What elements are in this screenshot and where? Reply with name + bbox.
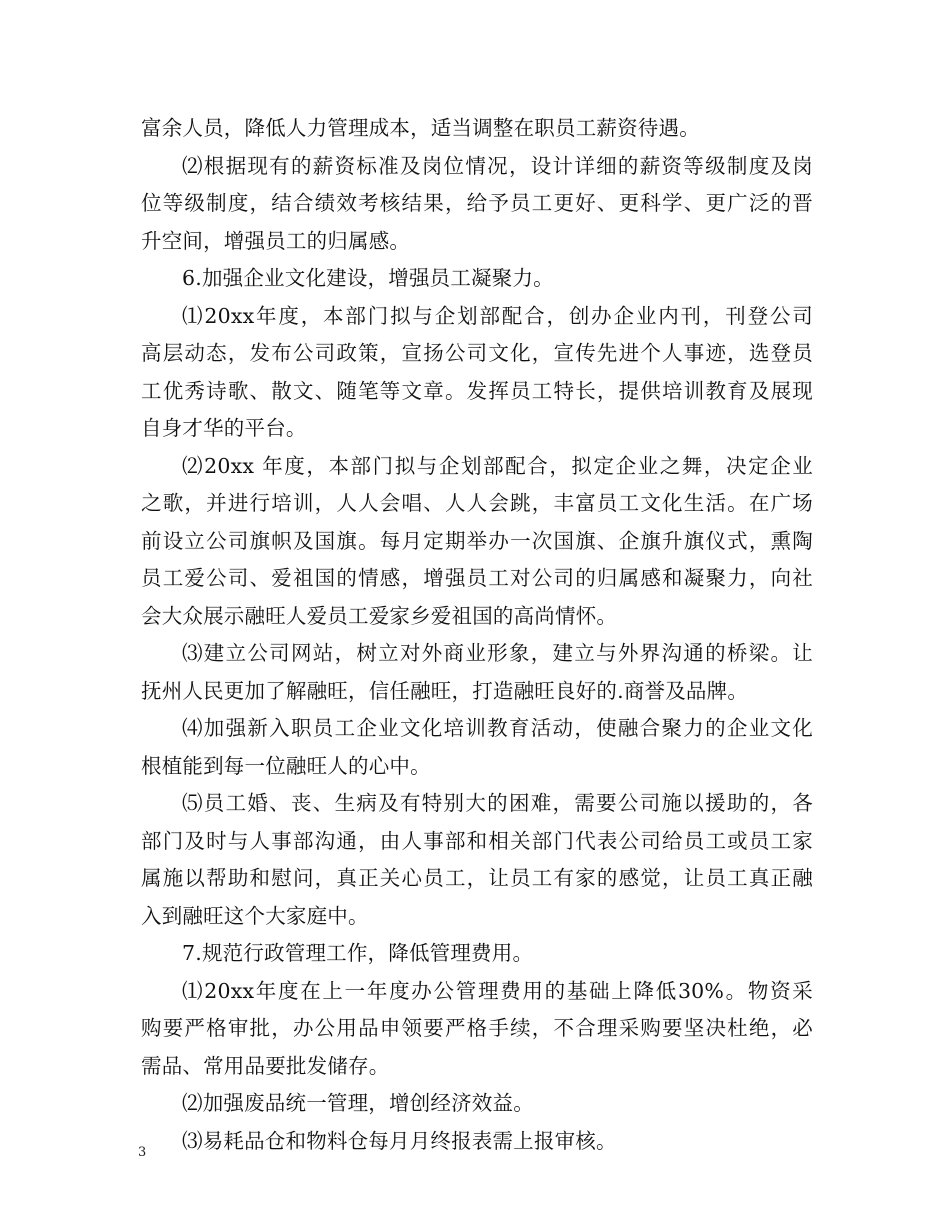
section-heading: 6.加强企业文化建设，增强员工凝聚力。: [182, 266, 554, 290]
text-line: ⑴20xx年度，本部门拟与企划部配合，创办企业内刊，刊登公司: [182, 303, 813, 328]
page-number: 3: [138, 1145, 147, 1160]
text-line: 会大众展示融旺人爱员工爱家乡爱祖国的高尚情怀。: [141, 603, 618, 628]
text-line: ⑶易耗品仓和物料仓每月月终报表需上报审核。: [182, 1128, 617, 1153]
text-line: 入到融旺这个大家庭中。: [141, 903, 369, 928]
text-line: ⑵加强废品统一管理，增创经济效益。: [182, 1091, 534, 1115]
text-line: 自身才华的平台。: [141, 416, 307, 440]
text-line: ⑵20xx 年度，本部门拟与企划部配合，拟定企业之舞，决定企业: [182, 453, 813, 478]
text-line: ⑴20xx年度在上一年度办公管理费用的基础上降低30%。物资采: [182, 978, 813, 1003]
text-line: 根植能到每一位融旺人的心中。: [141, 753, 431, 778]
text-line: 之歌，并进行培训，人人会唱、人人会跳，丰富员工文化生活。在广场: [141, 491, 813, 515]
text-line: 前设立公司旗帜及国旗。每月定期举办一次国旗、企旗升旗仪式，熏陶: [141, 528, 813, 553]
text-line: 抚州人民更加了解融旺，信任融旺，打造融旺良好的.商誉及品牌。: [141, 678, 749, 703]
text-line: 员工爱公司、爱祖国的情感，增强员工对公司的归属感和凝聚力，向社: [141, 566, 813, 590]
text-line: ⑸员工婚、丧、生病及有特别大的困难，需要公司施以援助的，各: [182, 791, 813, 815]
text-line: 高层动态，发布公司政策，宣扬公司文化，宣传先进个人事迹，选登员: [141, 341, 813, 365]
text-line: ⑶建立公司网站，树立对外商业形象，建立与外界沟通的桥梁。让: [182, 641, 813, 665]
text-line: 工优秀诗歌、散文、随笔等文章。发挥员工特长，提供培训教育及展现: [141, 378, 813, 403]
text-line: ⑷加强新入职员工企业文化培训教育活动，使融合聚力的企业文化: [182, 716, 813, 740]
text-line: 升空间，增强员工的归属感。: [141, 228, 411, 253]
text-line: ⑵根据现有的薪资标准及岗位情况，设计详细的薪资等级制度及岗: [182, 153, 813, 178]
text-line: 需品、常用品要批发储存。: [141, 1053, 390, 1078]
document-body: [141, 110, 813, 1160]
text-line: 购要严格审批，办公用品申领要严格手续，不合理采购要坚决杜绝，必: [141, 1016, 813, 1040]
text-line: 位等级制度，结合绩效考核结果，给予员工更好、更科学、更广泛的晋: [141, 191, 813, 215]
text-line: 富余人员，降低人力管理成本，适当调整在职员工薪资待遇。: [141, 116, 700, 140]
text-line: 属施以帮助和慰问，真正关心员工，让员工有家的感觉，让员工真正融: [141, 866, 813, 890]
section-heading: 7.规范行政管理工作，降低管理费用。: [182, 941, 534, 965]
text-line: 部门及时与人事部沟通，由人事部和相关部门代表公司给员工或员工家: [141, 828, 813, 853]
